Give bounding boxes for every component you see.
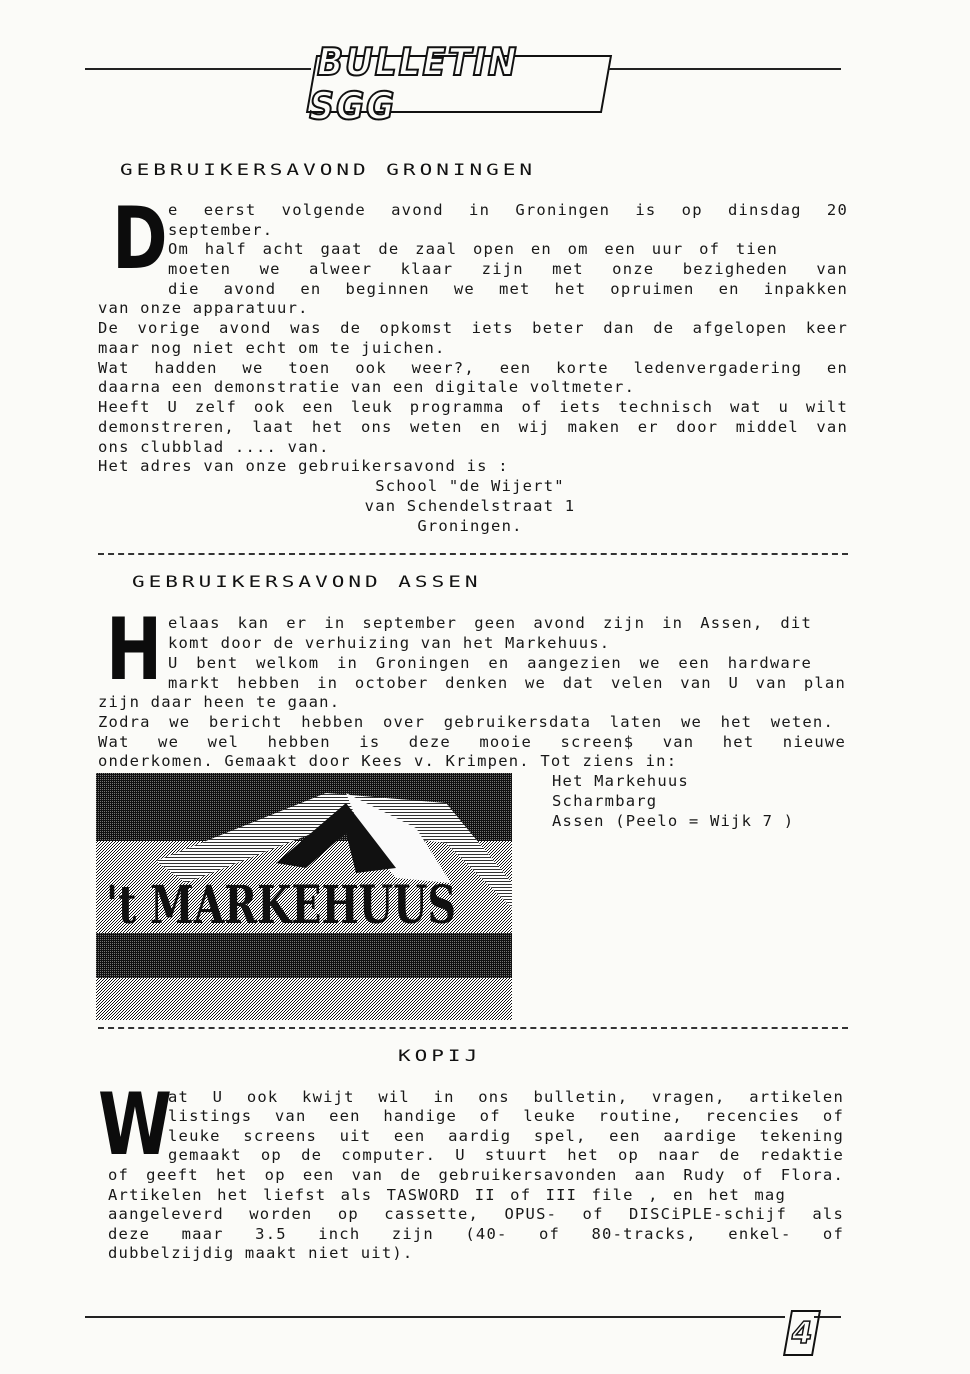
groningen-line-14: Het adres van onze gebruikersavond is : xyxy=(98,457,509,475)
groningen-line-2: september. xyxy=(168,221,274,239)
groningen-line-1: e eerst volgende avond in Groningen is op dinsdag 20 xyxy=(168,201,848,219)
groningen-line-9: Wat hadden we toen ook weer?, een korte ledenvergadering en xyxy=(98,359,848,377)
kopij-line-6: Artikelen het liefst als TASWORD II of III file , en het mag xyxy=(108,1186,786,1204)
groningen-line-12: demonstreren, laat het ons weten en wij maken er door middel van xyxy=(98,418,848,436)
markehuus-screen-image xyxy=(96,773,512,1020)
kopij-line-9: dubbelzijdig maakt niet uit). xyxy=(108,1244,414,1262)
kopij-line-4: gemaakt op de computer. U stuurt het op naar de redaktie xyxy=(168,1146,844,1164)
assen-line-4: markt hebben in october denken we dat velen van U van plan xyxy=(168,674,846,692)
assen-line-7: Wat we wel hebben is deze mooie screen$ van het nieuwe xyxy=(98,733,846,751)
groningen-address-1: School "de Wijert" xyxy=(375,477,565,495)
dropcap-w: W xyxy=(98,1075,173,1175)
bottom-rule xyxy=(85,1316,785,1318)
assen-line-2: komt door de verhuizing van het Markehuus. xyxy=(168,634,611,652)
heading-kopij: KOPIJ xyxy=(398,1046,482,1065)
assen-line-1: elaas kan er in september geen avond zijn in Assen, dit xyxy=(168,614,812,632)
groningen-address-2: van Schendelstraat 1 xyxy=(364,497,576,515)
kopij-line-5: of geeft het op een van de gebruikersavonden aan Rudy of Flora. xyxy=(108,1166,844,1184)
groningen-line-13: ons clubblad .... van. xyxy=(98,438,330,456)
groningen-address-3: Groningen. xyxy=(417,517,523,535)
dropcap-h: H xyxy=(106,600,163,700)
top-rule-right xyxy=(603,68,841,70)
groningen-line-8: maar nog niet echt om te juichen. xyxy=(98,339,446,357)
assen-line-5: zijn daar heen te gaan. xyxy=(98,693,341,711)
groningen-line-11: Heeft U zelf ook een leuk programma of iets technisch wat u wilt xyxy=(98,398,848,416)
masthead-title: BULLETIN SGG xyxy=(306,55,612,113)
kopij-line-2: listings van een handige of leuke routine, recencies of xyxy=(168,1107,844,1125)
divider-1 xyxy=(98,553,848,555)
heading-assen: GEBRUIKERSAVOND ASSEN xyxy=(132,572,482,591)
assen-line-3: U bent welkom in Groningen en aangezien we een hardware xyxy=(168,654,812,672)
kopij-line-1: at U ook kwijt wil in ons bulletin, vragen, artikelen xyxy=(168,1088,844,1106)
dropcap-d: D xyxy=(112,189,168,289)
assen-line-8: onderkomen. Gemaakt door Kees v. Krimpen. Tot ziens in: xyxy=(98,752,678,770)
assen-address-1: Het Markehuus xyxy=(552,772,689,790)
kopij-line-7: aangeleverd worden op cassette, OPUS- of DISCiPLE-schijf als xyxy=(108,1205,844,1223)
groningen-line-6: van onze apparatuur. xyxy=(98,299,309,317)
groningen-line-3: Om half acht gaat de zaal open en om een uur of tien xyxy=(168,240,778,258)
groningen-line-4: moeten we alweer klaar zijn met onze bezigheden van xyxy=(168,260,848,278)
assen-address-3: Assen (Peelo = Wijk 7 ) xyxy=(552,812,795,830)
groningen-line-7: De vorige avond was de opkomst iets beter dan de afgelopen keer xyxy=(98,319,848,337)
divider-2 xyxy=(98,1027,848,1029)
kopij-line-3: leuke screens uit een aardig spel, een aardige tekening xyxy=(168,1127,844,1145)
assen-address-2: Scharmbarg xyxy=(552,792,658,810)
page-number: 4 xyxy=(783,1310,821,1356)
kopij-line-8: deze maar 3.5 inch zijn (40- of 80-tracks, enkel- of xyxy=(108,1225,844,1243)
groningen-line-5: die avond en beginnen we met het opruimen en inpakken xyxy=(168,280,848,298)
markehuus-image-text: 't MARKEHUUS xyxy=(106,875,456,936)
top-rule-left xyxy=(85,68,311,70)
heading-groningen: GEBRUIKERSAVOND GRONINGEN xyxy=(120,160,537,179)
groningen-line-10: daarna een demonstratie van een digitale voltmeter. xyxy=(98,378,636,396)
assen-line-6: Zodra we bericht hebben over gebruikersdata laten we het weten. xyxy=(98,713,834,731)
